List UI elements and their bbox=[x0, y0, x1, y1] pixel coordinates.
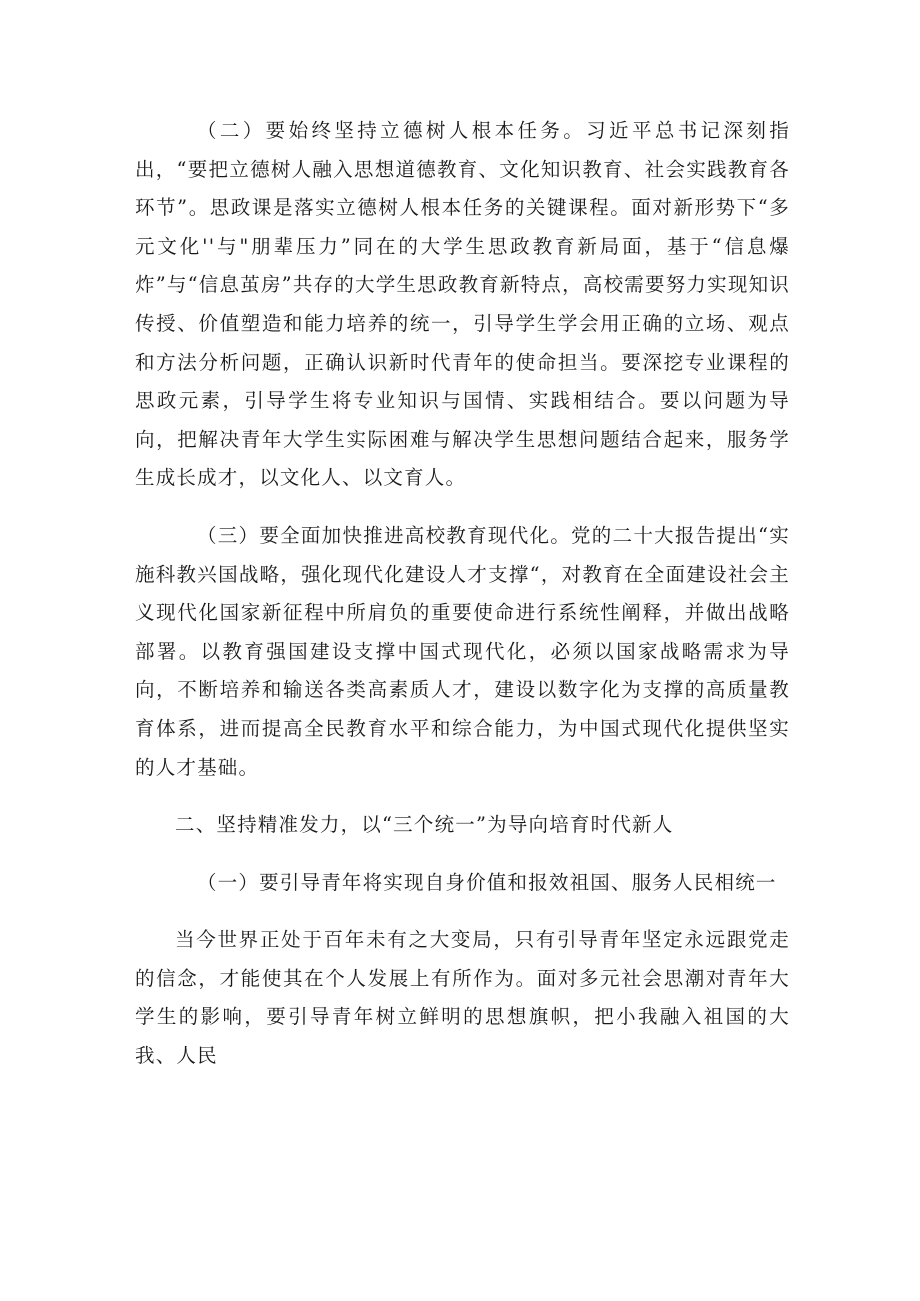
paragraph-gap bbox=[135, 498, 790, 517]
paragraph-moral-education: （二）要始终坚持立德树人根本任务。习近平总书记深刻指出，“要把立德树人融入思想道德教育、文化知识教育、社会实践教育各环节”。思政课是落实立德树人根本任务的关键课程。面对新形势下“多元文化''与"朋辈压力”同在的大学生思政教育新局面，基于“信息爆炸”与“信息茧房”共存的大学生思政教育新特点，高校需要努力实现知识传授、价值塑造和能力培养的统一，引导学生学会用正确的立场、观点和方法分析问题，正确认识新时代青年的使命担当。要深挖专业课程的思政元素，引导学生将专业知识与国情、实践相结合。要以问题为导向，把解决青年大学生实际困难与解决学生思想问题结合起来，服务学生成长成才，以文化人、以文育人。 bbox=[135, 119, 790, 490]
paragraph-education-modernization: （三）要全面加快推进高校教育现代化。党的二十大报告提出“实施科教兴国战略，强化现代化建设人才支撑“，对教育在全面建设社会主义现代化国家新征程中所肩负的重要使命进行系统性阐释，并做出战略部署。以教育强国建设支撑中国式现代化，必须以国家战略需求为导向，不断培养和输送各类高素质人才，建设以数字化为支撑的高质量教育体系，进而提高全民教育水平和综合能力，为中国式现代化提供坚实的人才基础。 bbox=[135, 523, 790, 779]
paragraph-gap bbox=[135, 845, 790, 864]
paragraph-gap bbox=[135, 787, 790, 806]
subsection-heading-one: （一）要引导青年将实现自身价值和报效祖国、服务人民相统一 bbox=[197, 870, 777, 894]
paragraph-world-changes: 当今世界正处于百年未有之大变局，只有引导青年坚定永远跟党走的信念，才能使其在个人发展上有所作为。面对多元社会思潮对青年大学生的影响，要引导青年树立鲜明的思想旗帜，把小我融入祖国的大我、人民 bbox=[135, 928, 790, 1068]
section-heading-two: 二、坚持精准发力，以“三个统一”为导向培育时代新人 bbox=[175, 813, 674, 837]
document-body bbox=[135, 112, 790, 1076]
paragraph-gap bbox=[135, 902, 790, 921]
